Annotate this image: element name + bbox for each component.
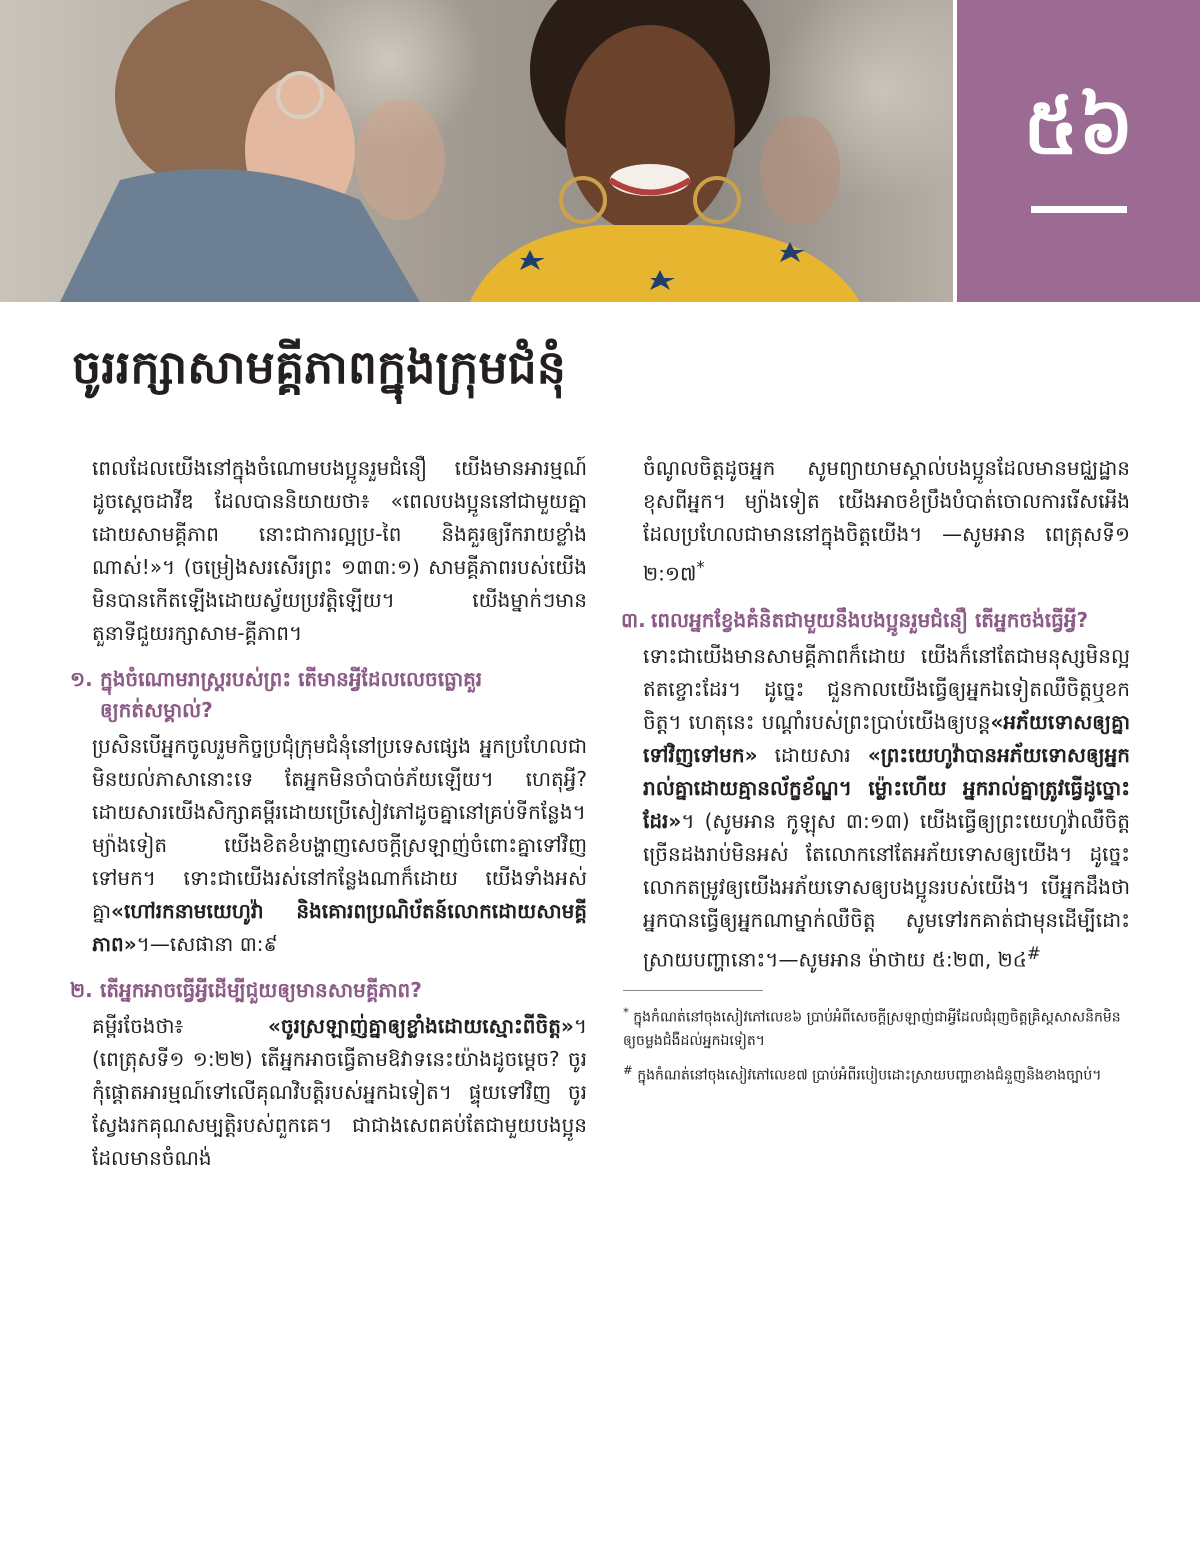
photo-two-women-smiling xyxy=(0,0,953,302)
footnote-mark[interactable]: * xyxy=(696,558,705,577)
footnote-text: ក្នុងកំណត់នៅចុងសៀវភៅលេខ៦ ប្រាប់អំពីសេចក្ដីស្រឡាញ់ជាអ្វីដែលជំរុញចិត្តគ្រិស្តសាសនិកមិនឲ្យចម្លងជំងឺដល់អ្នកឯទៀត។ xyxy=(623,1009,1121,1049)
body-text: ដោយសារ xyxy=(757,742,868,767)
section-1-heading xyxy=(70,664,587,726)
section-question: ក្នុងចំណោមរាស្ត្ររបស់ព្រះ តើមានអ្វីដែលលេចធ្លោគួរឲ្យកត់សម្គាល់? xyxy=(100,667,483,722)
body-text: ចំណូលចិត្តដូចអ្នក សូមព្យាយាមស្គាល់បងប្អូនដែលមានមជ្ឈដ្ឋានខុសពីអ្នក។ ម្យ៉ាងទៀត យើងអាចខំប្រឹងបំបាត់ចោលការរើសអើងដែលប្រហែលជាមាននៅក្នុងចិត្តយើង។ —សូមអាន ពេត្រុសទី១ ២:១៧ xyxy=(643,456,1130,586)
section-number: ៣. xyxy=(621,607,646,632)
footnote-divider xyxy=(623,990,763,991)
section-3-body xyxy=(643,640,1130,977)
scripture-quote: «ហៅរកនាមយេហូវ៉ា និងគោរពប្រណិប័តន៍លោកដោយសាមគ្គីភាព» xyxy=(92,899,587,956)
body-text: គម្ពីរចែងថា៖ xyxy=(92,1014,268,1038)
section-number: ១. xyxy=(70,667,93,691)
section-question: ពេលអ្នកខ្វែងគំនិតជាមួយនឹងបងប្អូនរួមជំនឿ តើអ្នកចង់ធ្វើអ្វី? xyxy=(651,607,1089,632)
body-text: ។ (ពេត្រុសទី១ ១:២២) តើអ្នកអាចធ្វើតាមឱវាទនេះយ៉ាងដូចម្ដេច? ចូរកុំផ្ដោតអារម្មណ៍ទៅលើគុណវិបត្តិរបស់អ្នកឯទៀត។ ផ្ទុយទៅវិញ ចូរស្វែងរកគុណសម្បត្តិរបស់ពួកគេ។ ជាជាងសេពគប់តែជាមួយបងប្អូនដែលមានចំណង់ xyxy=(92,1014,587,1170)
lesson-badge xyxy=(957,0,1200,302)
footnote xyxy=(623,1001,1130,1053)
footnote-mark[interactable]: # xyxy=(1026,943,1041,963)
body-text: ទោះជាយើងមានសាមគ្គីភាពក៏ដោយ យើងក៏នៅតែជាមនុស្សមិនល្អឥតខ្ចោះដែរ។ ដូច្នេះ ជួនកាលយើងធ្វើឲ្យអ្នកឯទៀតឈឺចិត្តឬខកចិត្ត។ ហេតុនេះ បណ្ដាំរបស់ព្រះប្រាប់យើងឲ្យបន្ត xyxy=(643,643,1130,734)
section-1-body xyxy=(92,730,587,961)
body-text: ។ (សូមអាន កូឡុស ៣:១៣) យើងធ្វើឲ្យព្រះយេហូវ៉ាឈឺចិត្តច្រើនដងរាប់មិនអស់ តែលោកនៅតែអភ័យទោសឲ្យយើង។ ដូច្នេះ លោកតម្រូវឲ្យយើងអភ័យទោសឲ្យបងប្អូនរបស់យើង។ បើអ្នកដឹងថាអ្នកបានធ្វើឲ្យអ្នកណាម្នាក់ឈឺចិត្ត សូមទៅរកគាត់ជាមុនដើម្បីដោះស្រាយបញ្ហានោះ។—សូមអាន ម៉ាថាយ ៥:២៣, ២៤ xyxy=(643,808,1130,972)
section-2-body xyxy=(92,1010,587,1175)
scripture-quote: «ចូរស្រឡាញ់គ្នាឲ្យខ្លាំងដោយស្មោះពីចិត្ត» xyxy=(267,1014,574,1038)
footnote-mark: # xyxy=(623,1062,633,1077)
section-question: តើអ្នកអាចធ្វើអ្វីដើម្បីជួយឲ្យមានសាមគ្គីភាព? xyxy=(100,978,422,1002)
scripture-reference: ។—សេផានា ៣:៩ xyxy=(136,932,278,956)
body-text: ប្រសិនបើអ្នកចូលរួមកិច្ចប្រជុំក្រុមជំនុំនៅប្រទេសផ្សេង អ្នកប្រហែលជាមិនយល់ភាសានោះទេ តែអ្នកមិនចាំបាច់ភ័យឡើយ។ ហេតុអ្វី? ដោយសារយើងសិក្សាគម្ពីរដោយប្រើសៀវភៅដូចគ្នានៅគ្រប់ទីកន្លែង។ ម្យ៉ាងទៀត យើងខិតខំបង្ហាញសេចក្ដីស្រឡាញ់ចំពោះគ្នាទៅវិញទៅមក។ ទោះជាយើងរស់នៅកន្លែងណាក៏ដោយ យើងទាំងអស់គ្នា xyxy=(92,734,587,923)
scripture-quote: «ព្រះយេហូវ៉ាបានអភ័យទោសឲ្យអ្នករាល់គ្នាដោយគ្មានល័ក្ខខ័ណ្ឌ។ ម្ល៉ោះហើយ អ្នករាល់គ្នាត្រូវធ្វើដូច្នោះដែរ» xyxy=(643,742,1130,833)
page-title: ចូររក្សាសាមគ្គីភាពក្នុងក្រុមជំនុំ xyxy=(72,340,566,394)
left-column xyxy=(70,452,587,1189)
section-2-body-continued xyxy=(643,452,1130,591)
footnote-mark: * xyxy=(623,1005,629,1020)
lesson-number-underline xyxy=(1031,206,1127,213)
intro-paragraph: ពេលដែលយើងនៅក្នុងចំណោមបងប្អូនរួមជំនឿ យើងមានអារម្មណ៍ដូចស្ដេចដាវីឌ ដែលបាននិយាយថា៖ «ពេលបងប្អូននៅជាមួយគ្នាដោយសាមគ្គីភាព នោះជាការល្អប្រ-ពៃ និងគួរឲ្យរីករាយខ្លាំងណាស់!»។ (ចម្រៀងសរសើរព្រះ ១៣៣:១) សាមគ្គីភាពរបស់យើងមិនបានកើតឡើងដោយស្វ័យប្រវត្តិឡើយ។ យើងម្នាក់ៗមានតួនាទីជួយរក្សាសាម-គ្គីភាព។ xyxy=(92,456,587,645)
lesson-number: ៥៦ xyxy=(1023,82,1134,172)
section-2-heading xyxy=(70,975,587,1006)
footnote-text: ក្នុងកំណត់នៅចុងសៀវភៅលេខ៧ ប្រាប់អំពីរបៀបដោះស្រាយបញ្ហាខាងជំនួញនិងខាងច្បាប់។ xyxy=(632,1067,1102,1084)
hero-photo xyxy=(0,0,953,302)
section-3-heading xyxy=(621,605,1130,636)
footnote xyxy=(623,1059,1130,1088)
scripture-quote: «អភ័យទោសឲ្យគ្នាទៅវិញទៅមក» xyxy=(643,709,1130,767)
right-column xyxy=(621,452,1130,1094)
section-number: ២. xyxy=(70,978,93,1002)
